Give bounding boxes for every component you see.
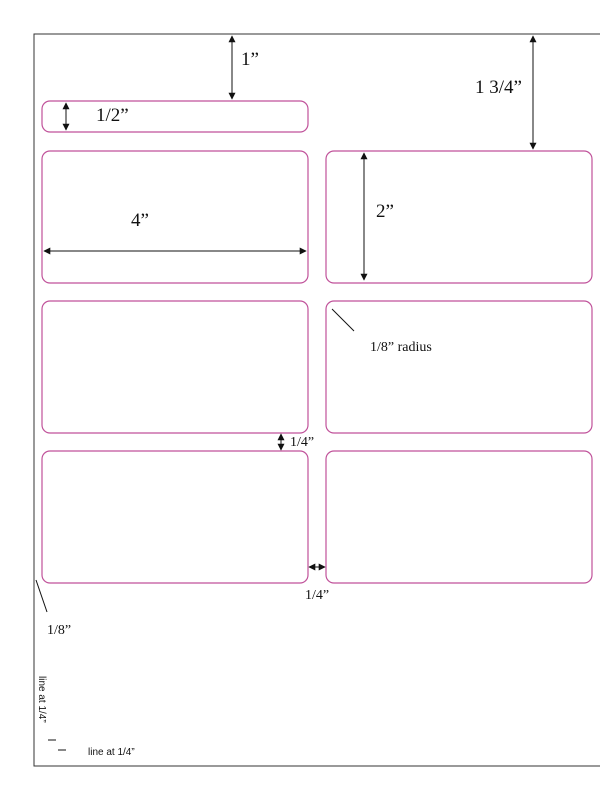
margin-leader-line — [36, 580, 47, 612]
label-row2-left — [42, 301, 308, 433]
left-margin-label: 1/8” — [47, 623, 72, 638]
radius-label: 1/8” radius — [370, 340, 432, 355]
label-height-label: 2” — [376, 201, 394, 222]
horizontal-gap-label: 1/4” — [305, 588, 330, 603]
label-row3-right — [326, 451, 592, 583]
strip-height-label: 1/2” — [96, 105, 129, 126]
label-row3-left — [42, 451, 308, 583]
label-row2-right — [326, 301, 592, 433]
page-border — [34, 34, 600, 766]
vertical-line-note: line at 1/4” — [36, 676, 47, 723]
label-row1-left — [42, 151, 308, 283]
strip-label — [42, 101, 308, 132]
radius-leader-line — [332, 309, 354, 331]
top-margin-right-label: 1 3/4” — [475, 77, 522, 98]
horizontal-line-note: line at 1/4” — [88, 747, 135, 758]
label-width-label: 4” — [131, 210, 149, 231]
label-row1-right — [326, 151, 592, 283]
label-outlines — [42, 101, 592, 583]
top-margin-label: 1” — [241, 49, 259, 70]
vertical-gap-label: 1/4” — [290, 435, 315, 450]
